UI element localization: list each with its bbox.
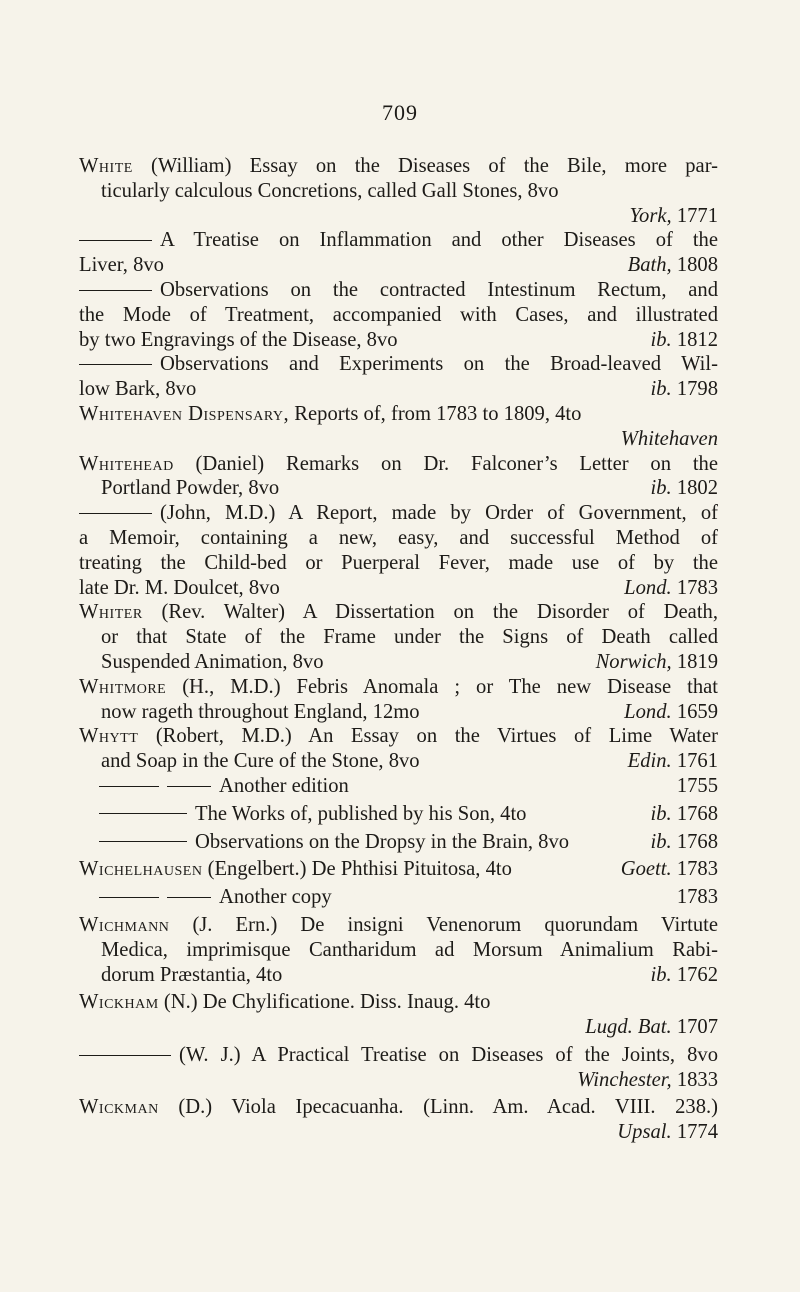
entry-place: Bath, <box>627 254 672 277</box>
entry-title-line: the Mode of Treatment, accompanied with Cases, and illustrated <box>79 303 718 326</box>
entry-whitehead-john <box>79 501 718 600</box>
entry-title-line: by two Engravings of the Disease, 8vo <box>79 328 398 351</box>
entry-title: Reports of, from 1783 to 1809, 4to <box>294 402 582 425</box>
entry-year: 1762 <box>676 963 718 986</box>
ditto-rule <box>79 1055 171 1056</box>
entry-author: Whiter <box>79 601 143 624</box>
entry-year: 1783 <box>676 858 718 881</box>
entry-title: (Rev. Walter) A Dissertation on the Disorder of Death, <box>161 601 718 624</box>
entry-place: Goett. <box>620 858 672 881</box>
entry-title: Another edition <box>219 774 349 797</box>
entry-whiter <box>79 600 718 674</box>
entry-title-line: Liver, 8vo <box>79 254 164 277</box>
entry-title: (Robert, M.D.) An Essay on the Virtues of Lime Water <box>155 725 718 748</box>
entry-title: (J. Ern.) De insigni Venenorum quorundam Virtute <box>192 913 718 936</box>
entry-year: 1774 <box>676 1121 718 1144</box>
ditto-rule <box>99 786 159 787</box>
entry-year: 1783 <box>676 576 718 599</box>
entry-place: Lugd. Bat. <box>585 1016 672 1039</box>
ditto-rule <box>79 513 152 514</box>
entry-author: Wickham <box>79 991 159 1014</box>
entry-year: 1812 <box>676 328 718 351</box>
entry-wichelhausen <box>79 857 718 882</box>
entry-whytt-dropsy <box>79 830 718 855</box>
entry-whytt-another-edition <box>79 774 718 799</box>
entry-white-willow <box>79 352 718 402</box>
entry-title: (D.) Viola Ipecacuanha. (Linn. Am. Acad. VIII. 238.) <box>178 1096 718 1119</box>
entry-place: ib. <box>650 802 672 825</box>
entry-title: (H., M.D.) Febris Anomala ; or The new Disease that <box>182 675 718 698</box>
entry-wickham-wj <box>79 1043 718 1093</box>
entry-author: White <box>79 155 133 177</box>
entry-wickham-n <box>79 990 718 1040</box>
entry-title: (W. J.) A Practical Treatise on Diseases of the Joints, 8vo <box>179 1043 718 1066</box>
entry-year: 1771 <box>676 204 718 227</box>
entry-white-rectum <box>79 278 718 352</box>
entry-year: 1761 <box>676 750 718 773</box>
ditto-rule <box>79 240 152 241</box>
entry-whitehaven <box>79 402 718 452</box>
entry-title: Observations on the contracted Intestinum Rectum, and <box>160 278 718 301</box>
entry-year: 1819 <box>676 650 718 673</box>
entry-place: Winchester, <box>577 1068 672 1091</box>
ditto-rule <box>167 897 211 898</box>
ditto-rule <box>79 290 152 291</box>
entry-title: (John, M.D.) A Report, made by Order of Government, of <box>160 502 718 525</box>
entry-title-line: now rageth throughout England, 12mo <box>101 700 420 723</box>
entry-title-line: Portland Powder, 8vo <box>101 477 280 500</box>
entry-author: Wichelhausen <box>79 858 203 881</box>
entry-white-william <box>79 154 718 228</box>
entry-place: ib. <box>650 963 672 986</box>
entry-title: (William) Essay on the Diseases of the Bile, more par- <box>151 155 718 177</box>
entry-title: Another copy <box>219 886 332 909</box>
entry-year: 1808 <box>676 254 718 277</box>
ditto-rule <box>99 813 187 814</box>
bibliography-list <box>79 154 718 1145</box>
entry-place: Lond. <box>624 700 672 723</box>
entry-title-line: treating the Child-bed or Puerperal Fever, made use of by the <box>79 551 718 574</box>
entry-place: ib. <box>650 830 672 853</box>
entry-author: Whitehead <box>79 452 174 475</box>
entry-place: ib. <box>650 328 672 351</box>
entry-wichmann <box>79 913 718 987</box>
entry-title-line: a Memoir, containing a new, easy, and successful Method of <box>79 526 718 549</box>
entry-title: Observations and Experiments on the Broad-leaved Wil- <box>160 353 718 376</box>
entry-author: Whitehaven Dispensary, <box>79 402 290 425</box>
entry-title: Observations on the Dropsy in the Brain, 8vo <box>195 830 570 853</box>
entry-author: Wichmann <box>79 913 170 936</box>
entry-year: 1707 <box>676 1016 718 1039</box>
entry-place: ib. <box>650 378 672 401</box>
entry-title: (N.) De Chylificatione. Diss. Inaug. 4to <box>163 991 491 1014</box>
ditto-rule <box>79 364 152 365</box>
entry-white-inflammation <box>79 228 718 278</box>
entry-place: Upsal. <box>617 1121 672 1144</box>
entry-title: A Treatise on Inflammation and other Diseases of the <box>160 229 718 252</box>
entry-year: 1783 <box>676 886 718 909</box>
entry-wichelhausen-copy <box>79 885 718 910</box>
entry-title-line: ticularly calculous Concretions, called Gall Stones, 8vo <box>101 179 559 202</box>
entry-place: ib. <box>650 477 672 500</box>
entry-whytt <box>79 724 718 774</box>
entry-title: (Engelbert.) De Phthisi Pituitosa, 4to <box>207 858 512 881</box>
entry-place: York, <box>629 204 672 227</box>
entry-wickman <box>79 1095 718 1145</box>
entry-year: 1798 <box>676 378 718 401</box>
entry-author: Whytt <box>79 725 139 748</box>
entry-title-line: or that State of the Frame under the Signs of Death called <box>101 626 718 649</box>
entry-title-line: and Soap in the Cure of the Stone, 8vo <box>101 750 420 773</box>
entry-year: 1833 <box>676 1068 718 1091</box>
entry-year: 1755 <box>676 774 718 797</box>
entry-title: The Works of, published by his Son, 4to <box>195 802 527 825</box>
entry-title-line: late Dr. M. Doulcet, 8vo <box>79 576 280 599</box>
ditto-rule <box>99 897 159 898</box>
entry-year: 1802 <box>676 477 718 500</box>
entry-whitmore <box>79 675 718 725</box>
entry-title-line: low Bark, 8vo <box>79 378 197 401</box>
entry-title-line: dorum Præstantia, 4to <box>101 963 283 986</box>
entry-year: 1659 <box>676 700 718 723</box>
entry-place: Edin. <box>627 750 672 773</box>
entry-whytt-works <box>79 802 718 827</box>
ditto-rule <box>167 786 211 787</box>
entry-whitehead-daniel <box>79 452 718 502</box>
entry-title-line: Suspended Animation, 8vo <box>101 650 324 673</box>
entry-title-line: Medica, imprimisque Cantharidum ad Morsum Animalium Rabi- <box>101 938 718 961</box>
entry-author: Whitmore <box>79 675 167 698</box>
entry-title: (Daniel) Remarks on Dr. Falconer’s Letter on the <box>195 452 718 475</box>
entry-place: Whitehaven <box>620 427 718 450</box>
page-number: 709 <box>382 100 418 125</box>
entry-place: Lond. <box>624 576 672 599</box>
ditto-rule <box>99 841 187 842</box>
entry-author: Wickman <box>79 1096 159 1119</box>
entry-place: Norwich, <box>595 650 672 673</box>
entry-imprint <box>79 204 718 229</box>
entry-year: 1768 <box>676 830 718 853</box>
entry-year: 1768 <box>676 802 718 825</box>
